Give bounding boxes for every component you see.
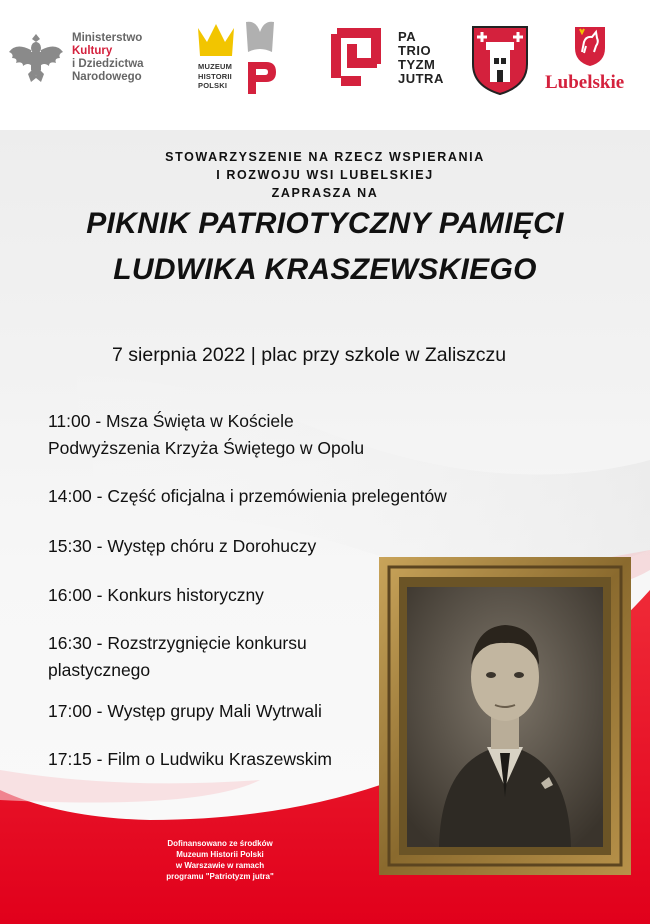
patriotyzm-jutra-mark-icon xyxy=(331,28,389,86)
funding-note: Dofinansowano ze środków Muzeum Historii Polski w Warszawie w ramach programu "Patriotyzm jutra" xyxy=(166,839,274,881)
coat-of-arms-icon xyxy=(470,24,530,96)
lubelskie-logo-text: Lubelskie xyxy=(545,72,625,93)
museum-logo-text: MUZEUM HISTORII POLSKI xyxy=(198,62,233,90)
event-title-line-2: LUDWIKA KRASZEWSKIEGO xyxy=(113,253,537,286)
patriotyzm-jutra-text: PA TRIO TYZM JUTRA xyxy=(398,29,444,86)
organizer-line-1: STOWARZYSZENIE NA RZECZ WSPIERANIA xyxy=(165,150,485,164)
lubelskie-goat-icon xyxy=(572,24,608,68)
organizer-line-2: I ROZWOJU WSI LUBELSKIEJ xyxy=(216,168,434,182)
schedule-item: 16:30 - Rozstrzygnięcie konkursu plastycznego xyxy=(48,633,307,680)
schedule-item: 15:30 - Występ chóru z Dorohuczy xyxy=(48,536,317,556)
schedule-item: 14:00 - Część oficjalna i przemówienia prelegentów xyxy=(48,486,447,506)
framed-portrait xyxy=(379,557,631,875)
event-date-location: 7 sierpnia 2022 | plac przy szkole w Zaliszczu xyxy=(112,344,507,366)
schedule-item: 16:00 - Konkurs historyczny xyxy=(48,585,264,605)
ministry-logo-text: Ministerstwo Kultury i Dziedzictwa Narodowego xyxy=(72,32,144,83)
schedule-item: 11:00 - Msza Święta w Kościele Podwyższenia Krzyża Świętego w Opolu xyxy=(48,411,365,458)
event-title-line-1: PIKNIK PATRIOTYCZNY PAMIĘCI xyxy=(86,207,564,240)
museum-emblem-icon xyxy=(240,18,280,98)
schedule-item: 17:00 - Występ grupy Mali Wytrwali xyxy=(48,701,322,721)
museum-crown-icon xyxy=(196,20,236,58)
logo-header xyxy=(0,0,650,130)
polish-eagle-icon xyxy=(6,28,66,88)
schedule-item: 17:15 - Film o Ludwiku Kraszewskim xyxy=(48,749,332,769)
invites-line: ZAPRASZA NA xyxy=(271,186,379,200)
